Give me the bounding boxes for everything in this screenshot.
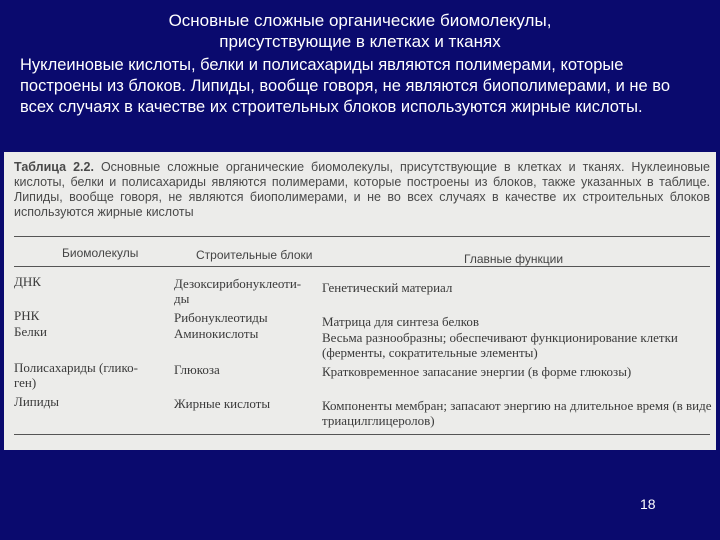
slide-number: 18 — [640, 496, 656, 512]
row-dna-blocks: Дезоксирибонуклеоти-ды — [174, 276, 302, 306]
header-main-functions: Главные функции — [464, 252, 564, 266]
scanned-table-image — [4, 152, 716, 450]
row-lipids-function: Компоненты мембран; запасают энергию на длительное время (в виде триацилглицеролов) — [322, 398, 712, 428]
table-caption-text: Основные сложные органические биомолекулы, присутствующие в клетках и тканях. Нуклеиновые кислоты, белки и полисахариды являются полимерами, которые построены из блоков, также указанных в таблице. Липиды, вообще говоря, не являются биополимерами, и не во всех случаях в качестве их строительных блоков используются жирные кислоты — [14, 160, 710, 219]
table-top-rule — [14, 236, 710, 237]
row-lipids-blocks: Жирные кислоты — [174, 396, 271, 411]
row-polysaccharides-function: Кратковременное запасание энергии (в форме глюкозы) — [322, 364, 632, 379]
slide-title-line-2: присутствующие в клетках и тканях — [219, 32, 501, 51]
table-bottom-rule — [14, 434, 710, 435]
intro-paragraph: Нуклеиновые кислоты, белки и полисахариды являются полимерами, которые построены из блоков. Липиды, вообще говоря, не являются биополимерами, и не во всех случаях в качестве их строительных блоков используются жирные кислоты. — [20, 56, 671, 116]
header-biomolecules: Биомолекулы — [62, 246, 139, 260]
row-lipids-molecule: Липиды — [14, 394, 60, 409]
table-header-rule — [14, 266, 710, 267]
row-dna-function: Генетический материал — [322, 280, 453, 295]
row-polysaccharides-molecule: Полисахариды (глико-ген) — [14, 360, 138, 390]
slide-title — [90, 10, 630, 52]
row-proteins-blocks: Аминокислоты — [174, 326, 259, 341]
row-rna-blocks: Рибонуклеотиды — [174, 310, 268, 325]
slide-title-line-1: Основные сложные органические биомолекулы, — [168, 11, 552, 30]
header-building-blocks: Строительные блоки — [196, 248, 313, 262]
row-dna-molecule: ДНК — [14, 274, 41, 289]
table-caption — [14, 160, 710, 220]
row-rna-molecule: РНК — [14, 308, 40, 323]
table-caption-label: Таблица 2.2. — [14, 160, 94, 174]
row-proteins-function: Весьма разнообразны; обеспечивают функционирование клетки (ферменты, сократительные элементы) — [322, 330, 678, 360]
row-proteins-molecule: Белки — [14, 324, 47, 339]
row-rna-function: Матрица для синтеза белков — [322, 314, 480, 329]
row-polysaccharides-blocks: Глюкоза — [174, 362, 220, 377]
